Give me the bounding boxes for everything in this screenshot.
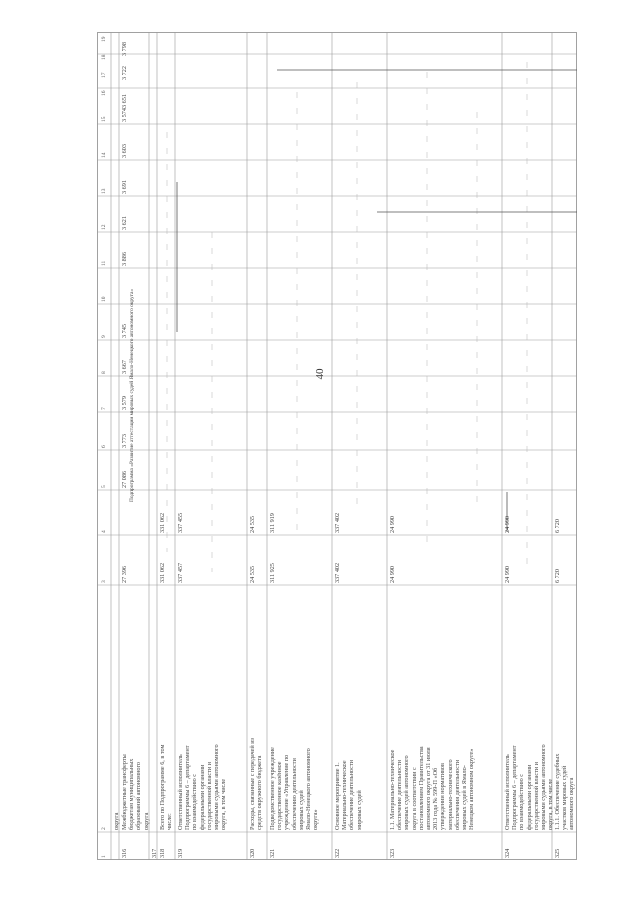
cell-value: 24 535 <box>249 565 256 583</box>
cell-value: 24 990 <box>389 565 396 583</box>
cell-value: 311 919 <box>269 513 276 533</box>
cell-value: 6 720 <box>554 569 561 583</box>
cell-value: 331 062 <box>159 512 166 533</box>
cell-value: 3 886 <box>121 252 128 266</box>
section-banner: Подпрограмма «Развитие аттестации мировых судей Ямало-Ненецкого автономного округа» <box>129 288 135 502</box>
cell-value: 3 722 <box>121 66 128 80</box>
cell-value: 3 798 <box>121 42 128 56</box>
table-body <box>97 32 577 860</box>
row-label: Всего по Подпрограмме 6, в том числе: <box>159 744 174 830</box>
cell-value: 3 574 <box>121 108 128 122</box>
cell-value: 27 396 <box>121 565 128 583</box>
column-number: 10 <box>101 296 107 302</box>
column-number: 4 <box>101 530 107 533</box>
cell-value: 337 402 <box>334 512 341 533</box>
row-number: 321 <box>269 848 276 858</box>
column-number: 18 <box>101 54 107 60</box>
row-number: 322 <box>334 848 341 858</box>
cell-value: 337 457 <box>177 562 184 583</box>
column-number: 7 <box>101 407 107 410</box>
cell-value: 337 402 <box>334 562 341 583</box>
cell-value: 6 720 <box>554 519 561 533</box>
column-number: 15 <box>101 116 107 122</box>
cell-value: 3 691 <box>121 180 128 194</box>
row-label: округа <box>113 812 120 830</box>
cell-value: 27 086 <box>121 470 128 488</box>
column-number: 9 <box>101 335 107 338</box>
column-number: 5 <box>101 485 107 488</box>
row-label: 1.1.1. Обеспечение судебных участков мировых судей автономного округа <box>554 753 576 830</box>
cell-value: 3 579 <box>121 396 128 410</box>
cell-value: 331 062 <box>159 562 166 583</box>
cell-value: 3 667 <box>121 360 128 374</box>
column-number: 11 <box>101 260 107 266</box>
column-number: 2 <box>101 827 107 830</box>
cell-value: 3 603 <box>121 144 128 158</box>
column-number: 16 <box>101 90 107 96</box>
column-number: 13 <box>101 188 107 194</box>
cell-value: 311 925 <box>269 563 276 583</box>
row-number: 323 <box>389 848 396 858</box>
row-label: Расходы, связанные с передачей из средств окружного бюджета <box>249 738 264 830</box>
row-number: 317 <box>151 848 158 858</box>
row-number: 325 <box>554 848 561 858</box>
cell-value: 3 651 <box>121 94 128 108</box>
column-number: 14 <box>101 152 107 158</box>
cell-value: 3 773 <box>121 434 128 448</box>
row-label: Ответственный исполнитель Подпрограммы 6 – департамент по взаимодействию с федеральными органами государственной власти и мировыми судьями автономного округа, в том числе <box>504 744 555 830</box>
budget-table <box>97 32 577 860</box>
cell-value: 337 455 <box>177 512 184 533</box>
column-number: 19 <box>101 36 107 42</box>
row-number: 324 <box>504 848 511 858</box>
cell-value: 24 535 <box>249 515 256 533</box>
column-number: 8 <box>101 371 107 374</box>
column-number: 12 <box>101 224 107 230</box>
column-number: 1 <box>101 855 107 858</box>
column-number: 6 <box>101 445 107 448</box>
row-label: Ответственный исполнитель Подпрограммы 6 – департамент по взаимодействию с федеральными органами государственной власти и мировыми судьями автономного округа, в том числе <box>177 744 228 830</box>
cell-value: 24 990 <box>504 565 511 583</box>
row-number: 319 <box>177 848 184 858</box>
cell-value: 3 745 <box>121 324 128 338</box>
column-number: 17 <box>101 72 107 78</box>
row-number: 316 <box>121 848 128 858</box>
row-label: Основное мероприятие 1. Материально-техническое обеспечение деятельности мировых судей <box>334 760 363 830</box>
page-number: 40 <box>314 368 326 380</box>
row-label: Межбюджетные трансферты бюджетам муниципальных образований автономного округа <box>121 754 150 830</box>
cell-value: 3 621 <box>121 216 128 230</box>
row-number: 318 <box>159 848 166 858</box>
column-number: 3 <box>101 580 107 583</box>
row-number: 320 <box>249 848 256 858</box>
row-label: Подведомственное учреждение государственное казённое учреждение «Управление по обеспечению деятельности мировых судей Ямало-Ненецкого автономного округа» <box>269 747 320 830</box>
cell-value: 24 990 <box>389 515 396 533</box>
row-label: 1.1. Материально-техническое обеспечение деятельности мировых судей автономного округа в соответствии с постановлением Правительства автономного округа от 31 июля 2013 года № 599-П «Об утверждении нормативов материально-технического обеспечения деятельности мировых судей в Ямало- Ненецком автономном округе» <box>389 746 476 830</box>
cell-value: 24 990 <box>504 515 511 533</box>
